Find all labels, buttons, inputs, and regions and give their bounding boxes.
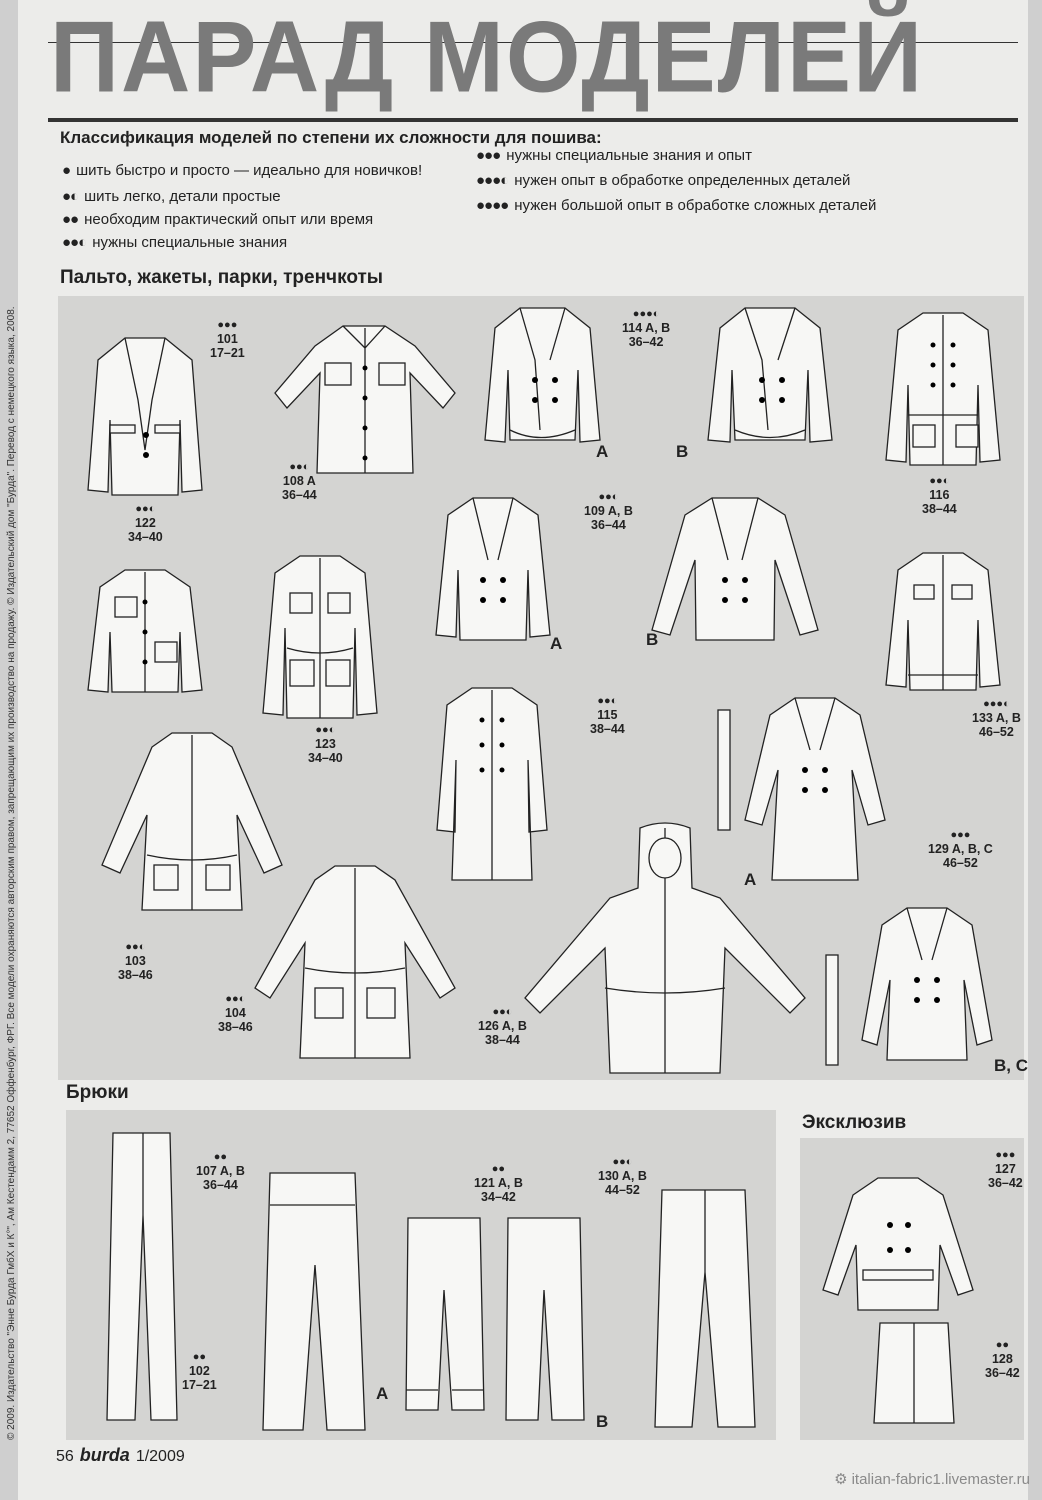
model-label-107: ●● 107 A, B 36–44 xyxy=(196,1151,245,1192)
level-text: нужны специальные знания xyxy=(92,234,288,251)
model-130-sketch xyxy=(650,1182,760,1432)
model-label-126: ●●◐ 126 A, B 38–44 xyxy=(478,1006,527,1047)
model-label-114: ●●●◐ 114 A, B 36–42 xyxy=(622,308,671,349)
model-122-sketch xyxy=(80,562,210,702)
classification-heading: Классификация моделей по степени их сложности для пошива: xyxy=(60,128,602,147)
level-text: шить легко, детали простые xyxy=(84,188,281,205)
variant-114b: B xyxy=(676,442,689,461)
watermark-text: italian-fabric1.livemaster.ru xyxy=(851,1470,1030,1488)
title-rule xyxy=(48,118,1018,122)
belt-sketch xyxy=(818,950,848,1070)
brand-name: burda xyxy=(79,1445,130,1465)
model-label-133: ●●●◐ 133 A, B 46–52 xyxy=(972,698,1021,739)
variant-109a: A xyxy=(550,634,563,653)
model-label-122: ●●◐ 122 34–40 xyxy=(128,503,163,544)
difficulty-dots: ●●● xyxy=(476,147,501,164)
model-108-sketch xyxy=(265,318,465,478)
model-133-sketch xyxy=(878,545,1008,695)
copyright-text: © 2009. Издательство "Энне Бурда ГмбХ и К°", Ам Кестендамм 2, 77652 Оффенбург, ФРГ. Все модели охраняются авторским правом, запрещающим их производство на продажу. © Издательский дом "Бурда". Перевод с немецкого языка, 2008. xyxy=(6,306,17,1440)
difficulty-dots: ●●●◐ xyxy=(476,172,509,189)
page-footer xyxy=(56,1445,185,1466)
model-121b-sketch xyxy=(500,1210,590,1425)
model-label-129: ●●● 129 A, B, C 46–52 xyxy=(928,829,993,870)
difficulty-dots: ●◐ xyxy=(62,188,79,205)
level-text: шить быстро и просто — идеально для новичков! xyxy=(76,162,423,179)
level-2 xyxy=(62,188,281,205)
variant-129bc: B, C xyxy=(994,1056,1028,1075)
model-114b-sketch xyxy=(700,300,840,450)
model-109a-sketch xyxy=(428,490,558,645)
model-label-115: ●●◐ 115 38–44 xyxy=(590,695,625,736)
variant-121b: B xyxy=(596,1412,609,1431)
model-label-102: ●● 102 17–21 xyxy=(182,1351,217,1392)
model-label-123: ●●◐ 123 34–40 xyxy=(308,724,343,765)
level-3 xyxy=(62,211,373,228)
model-127-sketch xyxy=(818,1170,983,1320)
level-5 xyxy=(476,147,752,164)
model-label-104: ●●◐ 104 38–46 xyxy=(218,993,253,1034)
model-109b-sketch xyxy=(650,490,825,645)
model-101-sketch xyxy=(80,330,210,500)
model-123-sketch xyxy=(255,548,385,723)
difficulty-dots: ●●●● xyxy=(476,197,509,214)
model-102-sketch xyxy=(95,1125,190,1425)
model-126-sketch xyxy=(520,818,810,1088)
level-6 xyxy=(476,172,850,189)
model-label-127: ●●● 127 36–42 xyxy=(988,1149,1023,1190)
model-label-103: ●●◐ 103 38–46 xyxy=(118,941,153,982)
level-text: нужны специальные знания и опыт xyxy=(506,147,752,164)
level-4 xyxy=(62,234,287,251)
model-label-128: ●● 128 36–42 xyxy=(985,1339,1020,1380)
model-116-sketch xyxy=(878,305,1008,470)
model-104-sketch xyxy=(240,858,470,1068)
variant-129a: A xyxy=(744,870,757,889)
section-title-coats: Пальто, жакеты, парки, тренчкоты xyxy=(60,267,384,288)
variant-114a: A xyxy=(596,442,609,461)
model-label-130: ●●◐ 130 A, B 44–52 xyxy=(598,1156,647,1197)
section-title-trousers: Брюки xyxy=(66,1082,129,1103)
difficulty-dots: ●● xyxy=(62,211,79,228)
variant-109b: B xyxy=(646,630,659,649)
model-114a-sketch xyxy=(480,300,605,450)
model-129bc-sketch xyxy=(852,900,1002,1070)
difficulty-dots: ● xyxy=(62,162,71,179)
model-121a-sketch xyxy=(400,1210,490,1415)
model-128-sketch xyxy=(870,1318,960,1428)
level-text: нужен опыт в обработке определенных деталей xyxy=(514,172,851,189)
level-1 xyxy=(62,162,422,179)
gear-icon: ⚙ xyxy=(834,1471,848,1488)
difficulty-dots: ●●◐ xyxy=(62,234,87,251)
level-text: нужен большой опыт в обработке сложных деталей xyxy=(514,197,877,214)
variant-121a: A xyxy=(376,1384,389,1403)
model-label-101: ●●● 101 17–21 xyxy=(210,319,245,360)
page-number: 56 xyxy=(56,1448,74,1465)
section-title-exclusive: Эксклюзив xyxy=(802,1112,907,1133)
level-7 xyxy=(476,197,876,214)
page-title: ПАРАД МОДЕЛЕЙ xyxy=(50,1,925,114)
model-label-109: ●●◐ 109 A, B 36–44 xyxy=(584,491,633,532)
model-107-sketch xyxy=(255,1165,375,1435)
model-label-121: ●● 121 A, B 34–42 xyxy=(474,1163,523,1204)
model-label-116: ●●◐ 116 38–44 xyxy=(922,475,957,516)
watermark xyxy=(834,1470,1030,1488)
level-text: необходим практический опыт или время xyxy=(84,211,374,228)
model-label-108: ●●◐ 108 A 36–44 xyxy=(282,461,317,502)
issue-number: 1/2009 xyxy=(135,1448,185,1465)
